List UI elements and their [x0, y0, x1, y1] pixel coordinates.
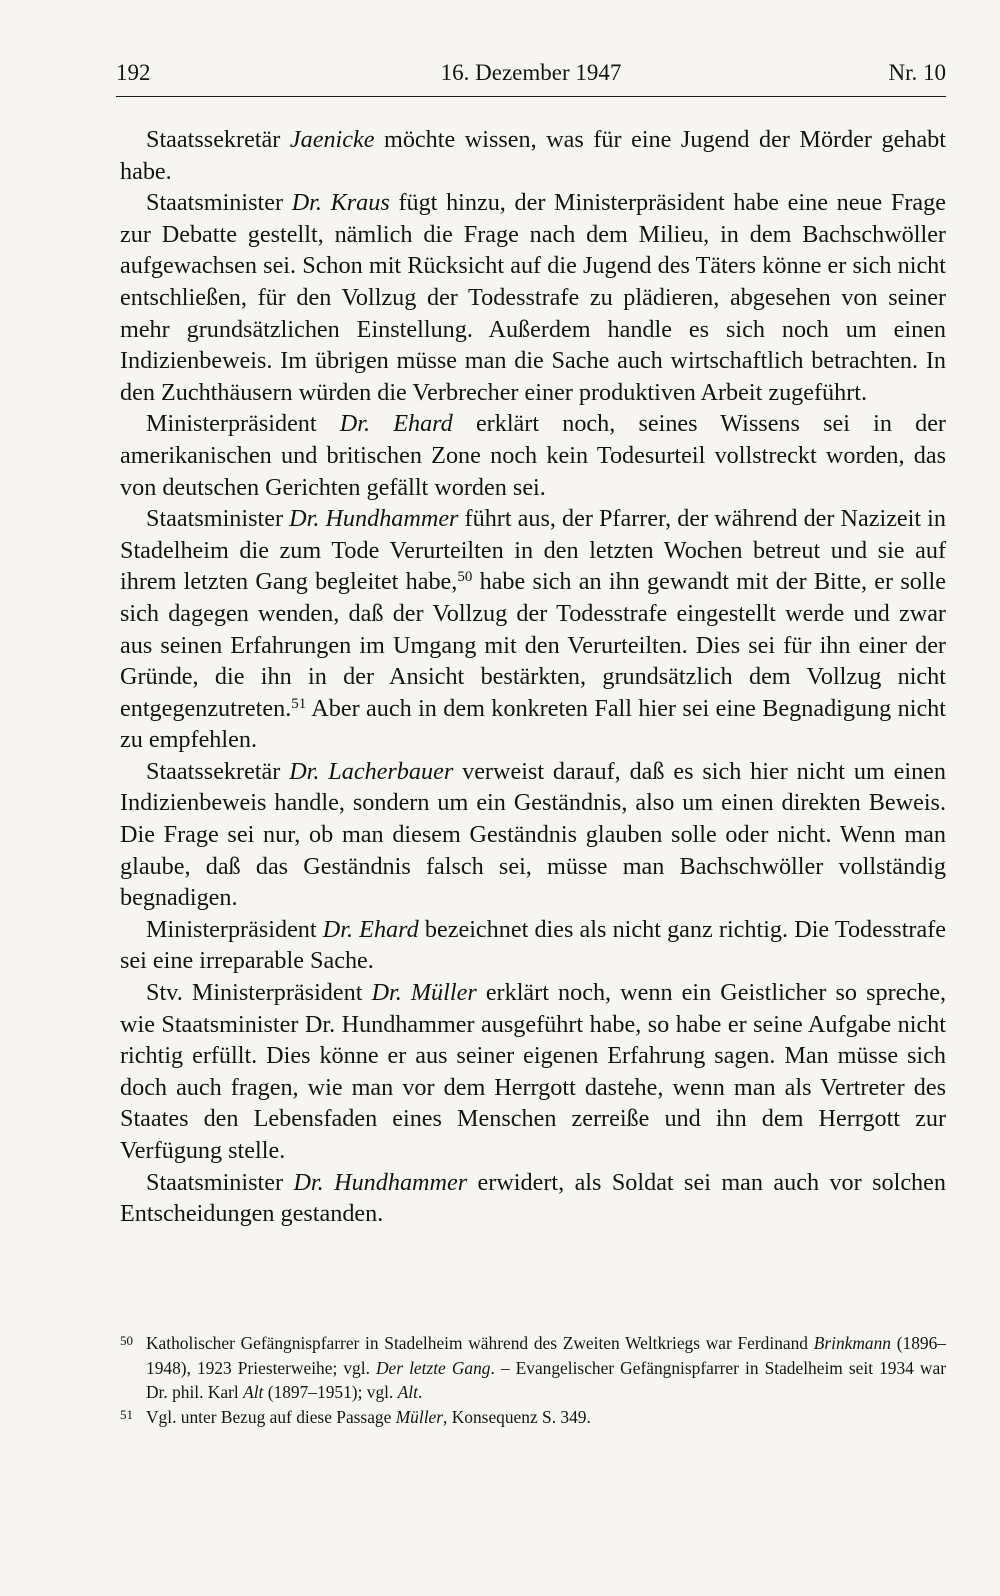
footnote	[120, 1405, 946, 1430]
footnote-reference[interactable]: 50	[457, 569, 473, 586]
speaker-role: Staatsminister	[146, 189, 284, 217]
footnote-number: 50	[120, 1333, 133, 1348]
footnote-text: Katholischer Gefängnispfarrer in Stadelheim während des Zweiten Weltkriegs war Ferdinand	[146, 1333, 814, 1353]
paragraph-text: fügt hinzu, der Ministerpräsident habe eine neue Frage zur Debatte gestellt, nämlich die Frage nach dem Milieu, in dem Bachschwöller aufgewachsen sei. Schon mit Rücksicht auf die Jugend des Täters könne er sich nicht entschließen, für den Vollzug der Todesstrafe zu plädieren, abgesehen von seiner mehr grundsätzlichen Einstellung. Außerdem handle es sich noch um einen Indizienbeweis. Im übrigen müsse man die Sache auch wirtschaftlich betrachten. In den Zuchthäusern würden die Verbrecher einer produktiven Arbeit zugeführt.	[120, 189, 946, 406]
speaker-name: Dr. Ehard	[322, 915, 419, 943]
page-number: 192	[116, 60, 151, 85]
footnote-number: 51	[120, 1406, 133, 1422]
footnote-text: Vgl. unter Bezug auf diese Passage	[146, 1406, 396, 1427]
footnote-italic: Brinkmann	[813, 1333, 892, 1353]
footnote-italic: Müller	[395, 1406, 444, 1427]
footnote-italic: Alt	[243, 1382, 264, 1402]
paragraph-text: erklärt noch, wenn ein Geistlicher so spreche, wie Staatsminister Dr. Hundhammer ausgeführt habe, so habe er seine Aufgabe nicht richtig erfüllt. Dies könne er aus seiner eigenen Erfahrung sagen. Man müsse sich doch auch fragen, wie man vor dem Herrgott dastehe, wenn man als Vertreter des Staates den Lebensfaden eines Menschen zerreiße und ihn dem Herrgott zur Verfügung stelle.	[120, 979, 947, 1164]
footnote-reference[interactable]: 51	[291, 695, 307, 712]
footnote-italic: Alt	[397, 1382, 418, 1402]
paragraph	[120, 124, 946, 187]
speaker-role: Staatsminister	[146, 1168, 284, 1196]
footnote-text: .	[417, 1382, 423, 1402]
footnotes	[120, 1331, 946, 1429]
paragraph-text: möchte wissen, was für eine Jugend der Mörder gehabt habe.	[120, 126, 946, 185]
paragraph	[120, 1167, 946, 1230]
footnote-text: , Konsequenz S. 349.	[443, 1406, 591, 1427]
speaker-name: Dr. Lacherbauer	[289, 757, 454, 785]
speaker-name: Jaenicke	[289, 126, 375, 153]
speaker-name: Dr. Ehard	[339, 410, 453, 438]
speaker-role: Staatsminister	[146, 505, 284, 533]
paragraph-text: erwidert, als Soldat sei man auch vor solchen Entscheidungen gestanden.	[120, 1168, 946, 1228]
paragraph	[120, 503, 946, 756]
paragraph	[120, 408, 946, 503]
speaker-name: Dr. Müller	[371, 979, 477, 1007]
footnote	[120, 1331, 946, 1405]
speaker-role: Ministerpräsident	[146, 410, 317, 438]
paragraph-text: führt aus, der Pfarrer, der während der Nazizeit in Stadelheim die zum Tode Verurteilten in den letzten Wochen betreut und sie auf ihrem letzten Gang begleitet habe,	[120, 505, 946, 596]
running-header	[116, 60, 946, 97]
paragraph	[120, 977, 946, 1167]
paragraph-text: erklärt noch, seines Wissens sei in der amerikanischen und britischen Zone noch kein Todesurteil vollstreckt worden, das von deutschen Gerichten gefällt worden sei.	[120, 410, 946, 501]
footnote-italic: Der letzte Gang	[375, 1357, 491, 1378]
footnote-text: . – Evangelischer Gefängnispfarrer in Stadelheim seit 1934 war Dr. phil. Karl	[146, 1357, 946, 1402]
document-number: Nr. 10	[888, 60, 946, 85]
paragraph-text: habe sich an ihn gewandt mit der Bitte, er solle sich dagegen wenden, daß der Vollzug der Todesstrafe eingestellt werde und zwar aus seinen Erfahrungen im Umgang mit den Verurteilten. Dies sei für ihn einer der Gründe, die ihn in der Ansicht bestärkten, grundsätzlich dem Vollzug nicht entgegenzutreten.	[120, 568, 947, 722]
paragraph	[120, 756, 946, 914]
paragraph	[120, 914, 946, 977]
paragraph	[120, 187, 946, 408]
footnote-text: (1896–1948), 1923 Priesterweihe; vgl.	[146, 1333, 946, 1378]
speaker-role: Staatssekretär	[146, 126, 281, 153]
speaker-name: Dr. Kraus	[291, 189, 390, 217]
paragraph-text: Aber auch in dem konkreten Fall hier sei eine Begnadigung nicht zu empfehlen.	[120, 694, 946, 754]
speaker-name: Dr. Hundhammer	[289, 505, 459, 533]
paragraph-text: bezeichnet dies als nicht ganz richtig. Die Todesstrafe sei eine irreparable Sache.	[120, 915, 946, 975]
speaker-role: Staatssekretär	[146, 757, 281, 785]
main-text	[120, 124, 946, 1230]
footnote-text: (1897–1951); vgl.	[263, 1382, 398, 1402]
paragraph-text: verweist darauf, daß es sich hier nicht um einen Indizienbeweis handle, sondern um ein Geständnis, also um einen direkten Beweis. Die Frage sei nur, ob man diesem Geständnis glauben solle oder nicht. Wenn man glaube, daß das Geständnis falsch sei, müsse man Bachschwöller vollständig begnadigen.	[120, 757, 947, 912]
header-date: 16. Dezember 1947	[440, 60, 622, 85]
speaker-name: Dr. Hundhammer	[293, 1168, 468, 1196]
speaker-role: Stv. Ministerpräsident	[146, 979, 363, 1007]
speaker-role: Ministerpräsident	[146, 915, 317, 943]
